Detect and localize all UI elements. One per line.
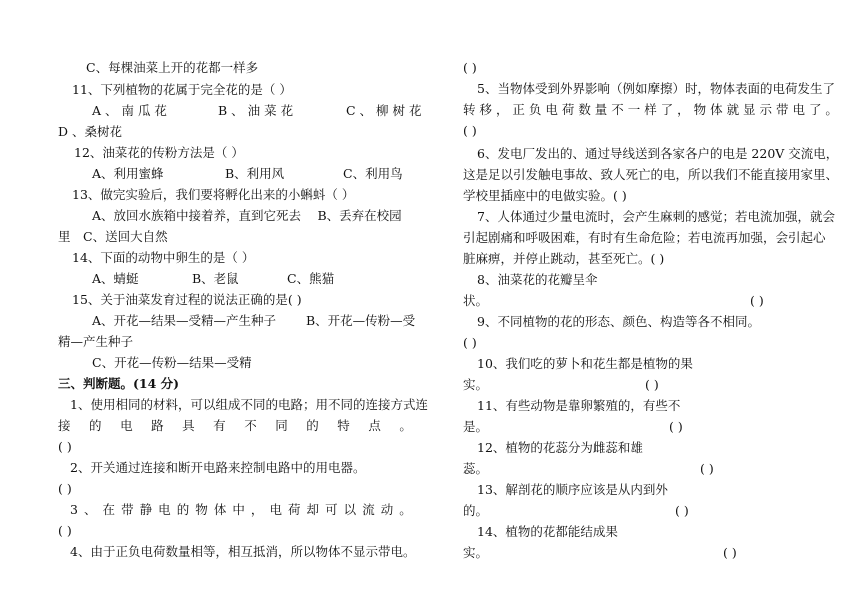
q12-stem: 12、油菜花的传粉方法是（ ） bbox=[74, 145, 244, 160]
section-3-heading: 三、判断题。(14 分) bbox=[58, 376, 180, 391]
judge-6-line1: 6、发电厂发出的、通过导线送到各家各户的电是 220V 交流电， bbox=[477, 146, 839, 161]
q13-stem: 13、做完实验后，我们要将孵化出来的小蝌蚪（ ） bbox=[72, 187, 355, 202]
judge-9-line1: 9、不同植物的花的形态、颜色、构造等各不相同。 bbox=[477, 314, 760, 329]
q12-option-a: A、利用蜜蜂 bbox=[92, 166, 164, 181]
judge-8-paren: ( ) bbox=[750, 293, 764, 308]
q15-option-a: A、开花—结果—受精—产生种子 bbox=[92, 313, 277, 328]
judge-3-line1 bbox=[70, 502, 412, 518]
q14-option-a: A、蜻蜓 bbox=[92, 271, 139, 286]
char: 静 bbox=[139, 502, 153, 517]
char: 。 bbox=[399, 502, 412, 517]
char: 带 bbox=[121, 502, 134, 517]
char: 。 bbox=[399, 418, 412, 433]
q14-option-b: B、老鼠 bbox=[192, 271, 239, 286]
judge-14-line2: 实。 bbox=[463, 545, 489, 560]
judge-1-line2 bbox=[58, 418, 412, 434]
char: 特 bbox=[337, 418, 350, 433]
char: 荷 bbox=[288, 502, 301, 517]
judge-13-line1: 13、解剖花的顺序应该是从内到外 bbox=[477, 482, 668, 497]
char: 物 bbox=[195, 502, 208, 517]
q11-stem: 11、下列植物的花属于完全花的是（ ） bbox=[72, 82, 292, 97]
judge-13-paren: ( ) bbox=[675, 503, 689, 518]
char: 具 bbox=[182, 418, 195, 433]
q14-stem: 14、下面的动物中卵生的是（ ） bbox=[72, 250, 255, 265]
q10-option-c: C、每棵油菜上开的花都一样多 bbox=[86, 60, 259, 75]
judge-11-paren: ( ) bbox=[669, 419, 683, 434]
q13-option-c: 里 C、送回大自然 bbox=[58, 229, 168, 244]
char: 的 bbox=[176, 502, 190, 517]
q15-option-b: B、开花—传粉—受 bbox=[306, 313, 416, 328]
judge-8-line2: 状。 bbox=[463, 293, 489, 308]
char: 电 bbox=[269, 502, 282, 517]
judge-12-paren: ( ) bbox=[700, 461, 714, 476]
char: 有 bbox=[213, 418, 226, 433]
char: 可 bbox=[325, 502, 338, 517]
char: 同 bbox=[275, 418, 288, 433]
judge-9-paren: ( ) bbox=[463, 335, 477, 350]
judge-7-line2: 引起剧痛和呼吸困难，有时有生命危险；若电流再加强，会引起心 bbox=[463, 230, 826, 245]
judge-10-line2: 实。 bbox=[463, 377, 489, 392]
char: 接 bbox=[58, 418, 71, 433]
q11-option-b: B 、 油 菜 花 bbox=[218, 103, 294, 118]
char: 流 bbox=[362, 502, 375, 517]
judge-4-paren: ( ) bbox=[463, 60, 477, 75]
char: 电 bbox=[120, 418, 133, 433]
char: 3 bbox=[70, 502, 78, 517]
judge-10-paren: ( ) bbox=[645, 377, 659, 392]
char: 点 bbox=[368, 418, 381, 433]
char: 、 bbox=[83, 502, 97, 517]
judge-8-line1: 8、油菜花的花瓣呈伞 bbox=[477, 272, 598, 287]
char: 中 bbox=[232, 502, 245, 517]
q15-stem: 15、关于油菜发育过程的说法正确的是( ) bbox=[72, 292, 302, 307]
q13-option-ab: A、放回水族箱中接着养，直到它死去 B、丢弃在校园 bbox=[92, 208, 402, 223]
char: 体 bbox=[213, 502, 227, 517]
judge-13-line2: 的。 bbox=[463, 503, 489, 518]
judge-5-line2: 转 移 ， 正 负 电 荷 数 量 不 一 样 了 ， 物 体 就 显 示 带 电 了 。 bbox=[463, 102, 838, 117]
judge-10-line1: 10、我们吃的萝卜和花生都是植物的果 bbox=[477, 356, 693, 371]
char: ， bbox=[250, 502, 264, 517]
judge-12-line2: 蕊。 bbox=[463, 461, 489, 476]
char: 在 bbox=[102, 502, 116, 517]
judge-4-line1: 4、由于正负电荷数量相等，相互抵消，所以物体不显示带电。 bbox=[70, 544, 416, 559]
judge-7-line1: 7、人体通过少量电流时，会产生麻刺的感觉；若电流加强，就会 bbox=[477, 209, 835, 224]
judge-14-paren: ( ) bbox=[723, 545, 737, 560]
char: 电 bbox=[158, 502, 171, 517]
judge-3-paren: ( ) bbox=[58, 523, 72, 538]
judge-6-line3: 学校里插座中的电做实验。( ) bbox=[463, 188, 627, 203]
judge-1-paren: ( ) bbox=[58, 439, 72, 454]
judge-2-line1: 2、开关通过连接和断开电路来控制电路中的用电器。 bbox=[70, 460, 366, 475]
q14-option-c: C、熊猫 bbox=[287, 271, 335, 286]
q15-option-b-cont: 精—产生种子 bbox=[58, 334, 134, 349]
char: 的 bbox=[306, 418, 319, 433]
judge-12-line1: 12、植物的花蕊分为雌蕊和雄 bbox=[477, 440, 643, 455]
char: 动 bbox=[380, 502, 394, 517]
char: 的 bbox=[89, 418, 102, 433]
q12-option-b: B、利用风 bbox=[225, 166, 285, 181]
q12-option-c: C、利用鸟 bbox=[343, 166, 403, 181]
judge-14-line1: 14、植物的花都能结成果 bbox=[477, 524, 618, 539]
char: 却 bbox=[306, 502, 320, 517]
judge-5-paren: ( ) bbox=[463, 123, 477, 138]
q11-option-a: A 、 南 瓜 花 bbox=[92, 103, 167, 118]
q11-option-c: C 、 柳 树 花 bbox=[346, 103, 422, 118]
judge-11-line1: 11、有些动物是靠卵繁殖的，有些不 bbox=[477, 398, 681, 413]
q15-option-c: C、开花—传粉—结果—受精 bbox=[92, 355, 252, 370]
judge-5-line1: 5、当物体受到外界影响（例如摩擦）时，物体表面的电荷发生了 bbox=[477, 81, 835, 96]
char: 路 bbox=[151, 418, 164, 433]
judge-6-line2: 这是足以引发触电事故、致人死亡的电，所以我们不能直接用家里、 bbox=[463, 167, 839, 182]
q11-option-d: D 、桑树花 bbox=[58, 124, 122, 139]
judge-11-line2: 是。 bbox=[463, 419, 489, 434]
judge-1-line1: 1、使用相同的材料，可以组成不同的电路；用不同的连接方式连 bbox=[70, 397, 428, 412]
judge-2-paren: ( ) bbox=[58, 481, 72, 496]
judge-7-line3: 脏麻痹，并停止跳动，甚至死亡。( ) bbox=[463, 251, 665, 266]
char: 不 bbox=[244, 418, 257, 433]
char: 以 bbox=[343, 502, 357, 517]
